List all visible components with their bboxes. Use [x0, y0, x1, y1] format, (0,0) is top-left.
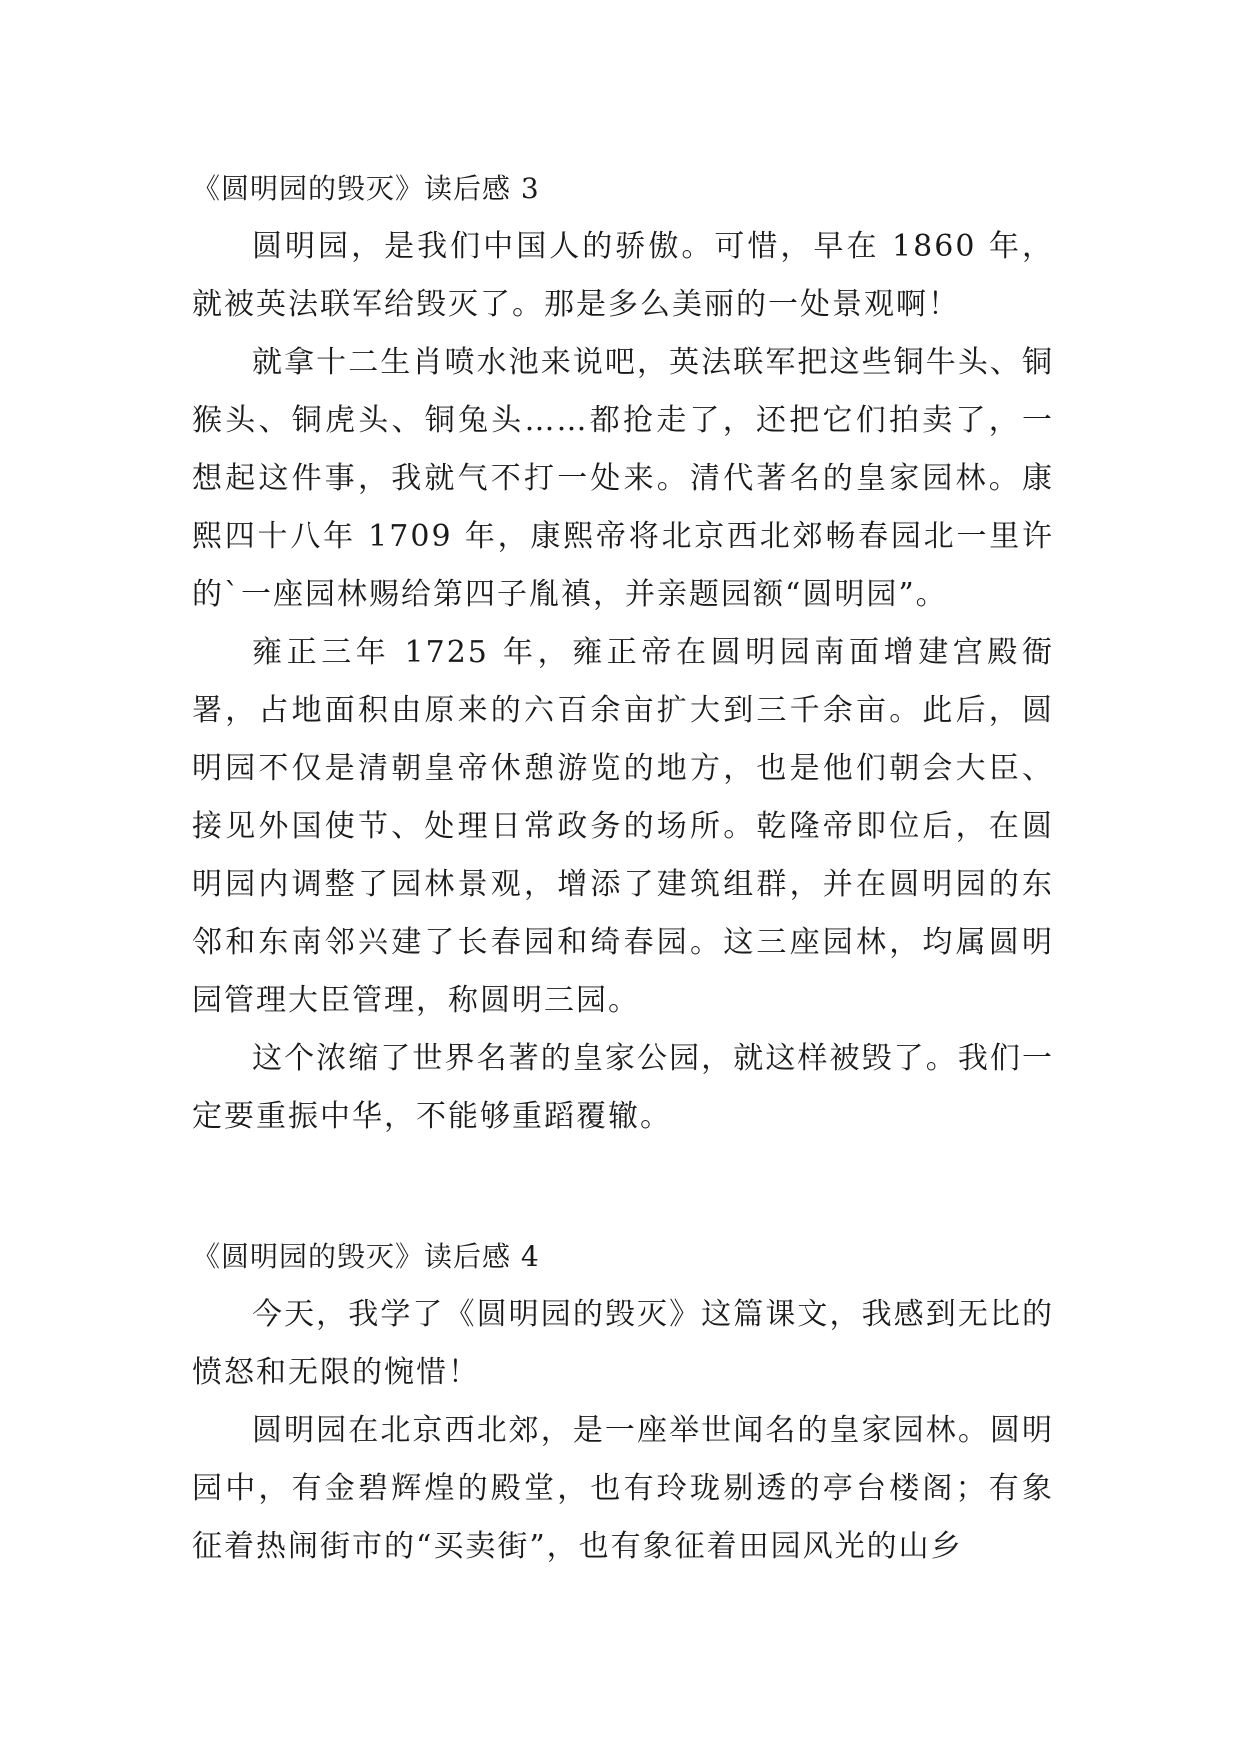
essay-paragraph: 就拿十二生肖喷水池来说吧，英法联军把这些铜牛头、铜猴头、铜虎头、铜兔头……都抢走了，还把它们拍卖了，一想起这件事，我就气不打一处来。清代著名的皇家园林。康熙四十八年 1709 年，康熙帝将北京西北郊畅春园北一里许的`一座园林赐给第四子胤禛，并亲题园额“圆明园”。 — [192, 345, 1054, 612]
essay-paragraph: 圆明园，是我们中国人的骄傲。可惜，早在 1860 年，就被英法联军给毁灭了。那是多么美丽的一处景观啊！ — [192, 229, 1054, 322]
essay-section-3 — [192, 160, 1054, 1146]
essay-title: 《圆明园的毁灭》读后感 4 — [192, 1240, 540, 1273]
essay-paragraph: 这个浓缩了世界名著的皇家公园，就这样被毁了。我们一定要重振中华，不能够重蹈覆辙。 — [192, 1041, 1054, 1134]
essay-section-4 — [192, 1228, 1054, 1576]
section-spacer — [192, 1146, 1054, 1228]
essay-paragraph: 圆明园在北京西北郊，是一座举世闻名的皇家园林。圆明园中，有金碧辉煌的殿堂，也有玲珑剔透的亭台楼阁；有象征着热闹街市的“买卖街”，也有象征着田园风光的山乡 — [192, 1413, 1054, 1564]
essay-paragraph: 今天，我学了《圆明园的毁灭》这篇课文，我感到无比的愤怒和无限的惋惜！ — [192, 1297, 1054, 1390]
essay-paragraph: 雍正三年 1725 年，雍正帝在圆明园南面增建宫殿衙署，占地面积由原来的六百余亩扩大到三千余亩。此后，圆明园不仅是清朝皇帝休憩游览的地方，也是他们朝会大臣、接见外国使节、处理日常政务的场所。乾隆帝即位后，在圆明园内调整了园林景观，增添了建筑组群，并在圆明园的东邻和东南邻兴建了长春园和绮春园。这三座园林，均属圆明园管理大臣管理，称圆明三园。 — [192, 635, 1054, 1018]
essay-title: 《圆明园的毁灭》读后感 3 — [192, 172, 540, 205]
document-body — [192, 160, 1054, 1576]
